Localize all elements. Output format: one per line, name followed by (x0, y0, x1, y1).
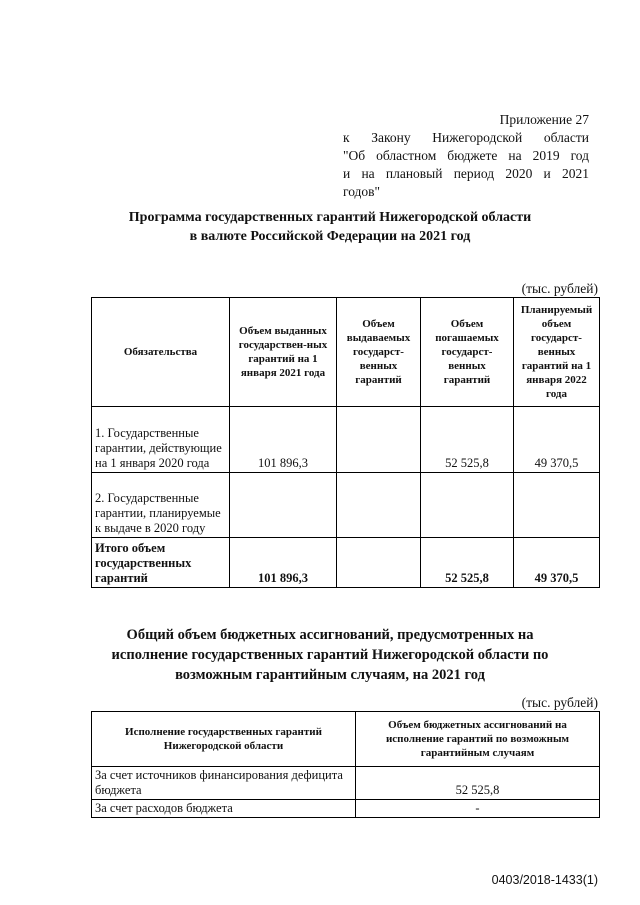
table-cell: 101 896,3 (230, 538, 337, 588)
budget-title (80, 625, 580, 685)
table-cell: За счет источников финансирования дефицита бюджета (92, 767, 356, 800)
table-cell: 101 896,3 (230, 407, 337, 473)
table-row (92, 767, 600, 800)
appendix-number: Приложение 27 (499, 112, 589, 127)
column-header: Обязательства (92, 298, 230, 407)
units-label: (тыс. рублей) (521, 281, 598, 296)
table-header-row (92, 712, 600, 767)
appendix-line: годов" (343, 184, 381, 199)
table-row (92, 800, 600, 818)
budget-title-line: возможным гарантийным случаям, на 2021 год (175, 667, 485, 683)
table-cell: 52 525,8 (421, 538, 514, 588)
units-label: (тыс. рублей) (521, 695, 598, 710)
table-total-row (92, 538, 600, 588)
table-cell (337, 473, 421, 538)
table-cell: 52 525,8 (421, 407, 514, 473)
table-cell: - (356, 800, 600, 818)
table-cell: Итого объем государственных гарантий (92, 538, 230, 588)
column-header: Объем выданных государствен-ных гарантий на 1 января 2021 года (230, 298, 337, 407)
table-cell: 52 525,8 (356, 767, 600, 800)
column-header: Планируемый объем государст-венных гарантий на 1 января 2022 года (514, 298, 600, 407)
program-title-line: Программа государственных гарантий Нижегородской области (128, 210, 532, 225)
document-number: 0403/2018-1433(1) (491, 873, 598, 887)
column-header: Исполнение государственных гарантий Нижегородской области (92, 712, 356, 767)
table-cell: 1. Государственные гарантии, действующие на 1 января 2020 года (92, 407, 230, 473)
program-title-line: в валюте Российской Федерации на 2021 год (189, 229, 471, 244)
budget-title-line: Общий объем бюджетных ассигнований, предусмотренных на (126, 627, 534, 643)
appendix-line: к Закону Нижегородской области (343, 130, 589, 145)
appendix-reference (343, 111, 589, 201)
table-cell (421, 473, 514, 538)
table-cell: 2. Государственные гарантии, планируемые к выдаче в 2020 году (92, 473, 230, 538)
appendix-line: и на плановый период 2020 и 2021 (343, 166, 589, 181)
table-cell (337, 407, 421, 473)
table-row (92, 407, 600, 473)
budget-title-line: исполнение государственных гарантий Нижегородской области по (111, 647, 549, 663)
table-cell (230, 473, 337, 538)
guarantees-table (91, 297, 600, 588)
table-cell (337, 538, 421, 588)
column-header: Объем выдаваемых государст-венных гарантий (337, 298, 421, 407)
column-header: Объем бюджетных ассигнований на исполнение гарантий по возможным гарантийным случаям (356, 712, 600, 767)
table-header-row (92, 298, 600, 407)
table-row (92, 473, 600, 538)
column-header: Объем погашаемых государст-венных гарантий (421, 298, 514, 407)
table-cell: 49 370,5 (514, 407, 600, 473)
budget-allocation-table (91, 711, 600, 818)
table-cell (514, 473, 600, 538)
table-cell: За счет расходов бюджета (92, 800, 356, 818)
appendix-line: "Об областном бюджете на 2019 год (343, 148, 589, 163)
table-cell: 49 370,5 (514, 538, 600, 588)
program-title (80, 208, 580, 246)
